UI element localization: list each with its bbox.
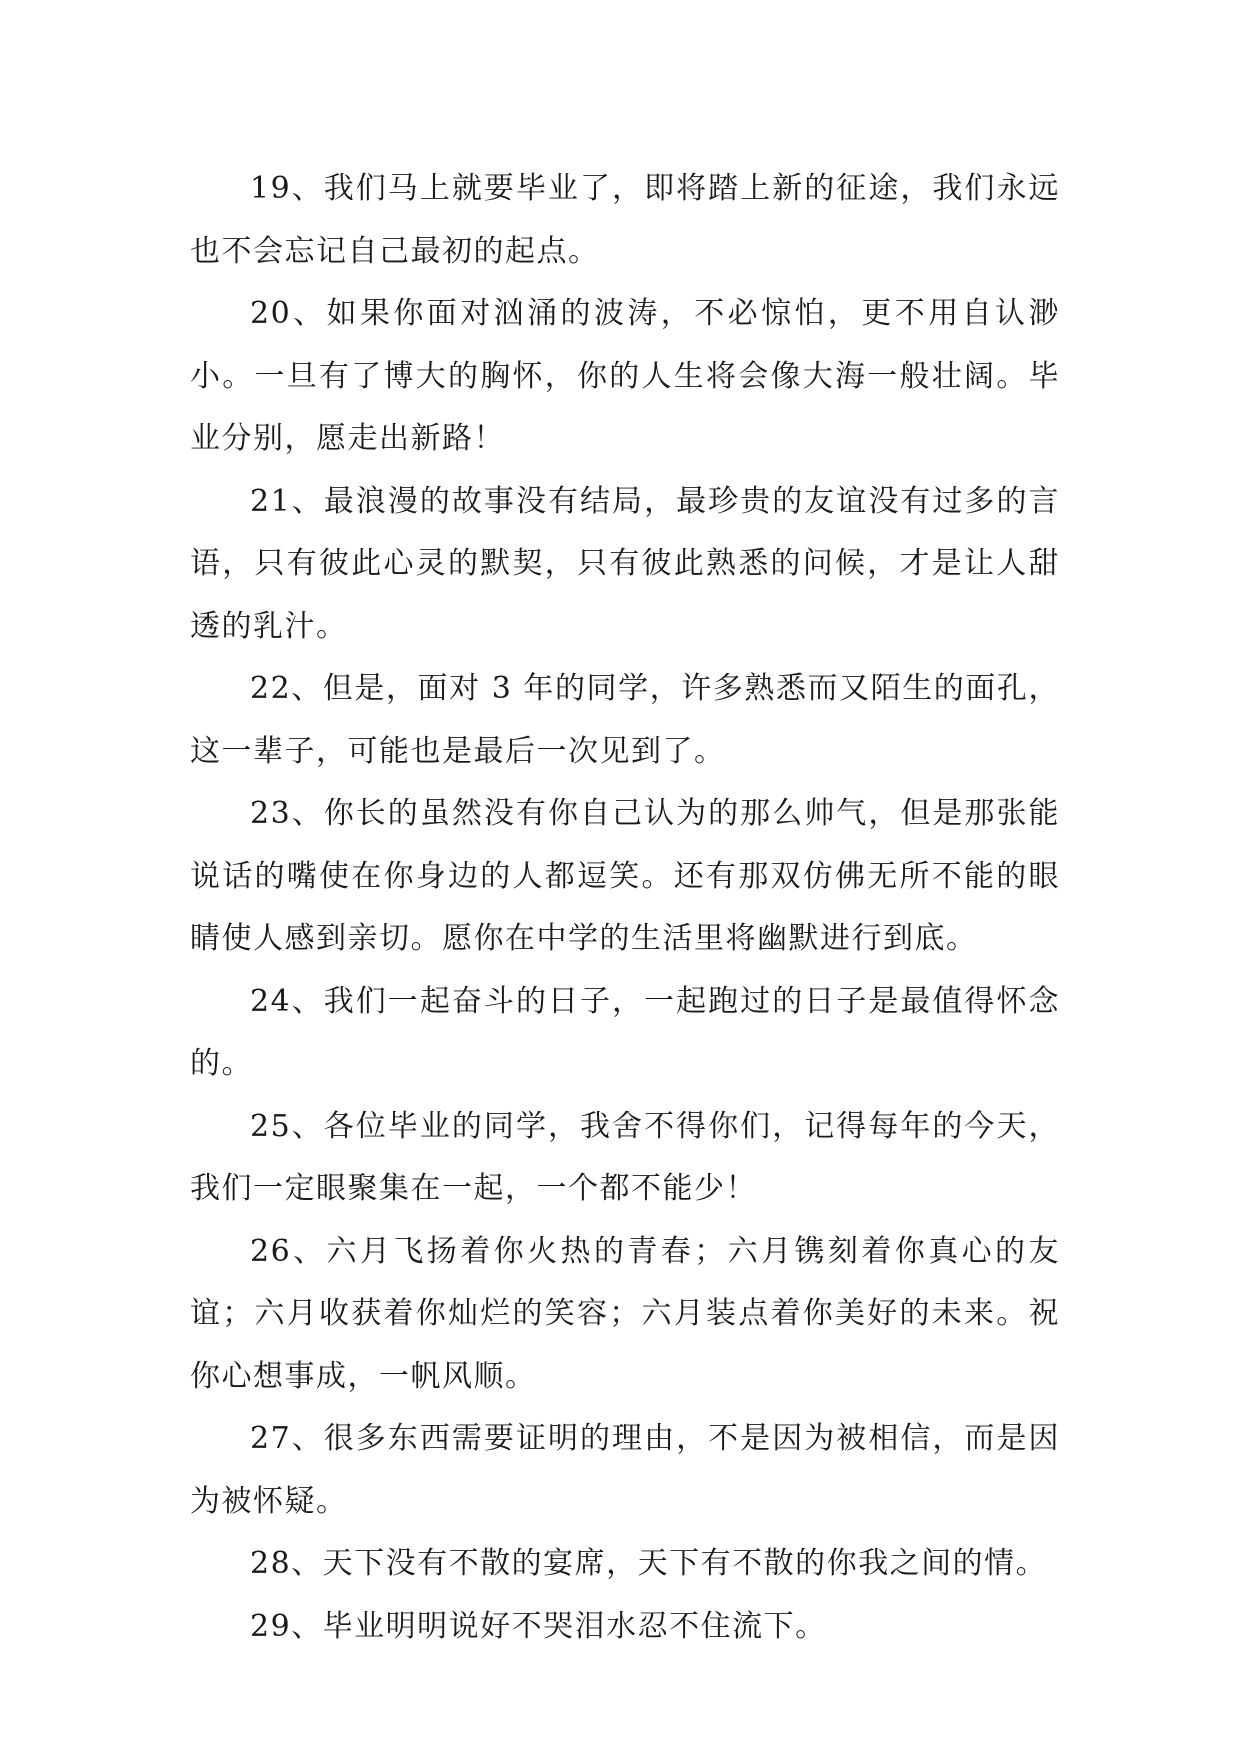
paragraph-19: 19、我们马上就要毕业了，即将踏上新的征途，我们永远也不会忘记自己最初的起点。 xyxy=(190,171,1060,269)
paragraph-24: 24、我们一起奋斗的日子，一起跑过的日子是最值得怀念的。 xyxy=(190,983,1060,1081)
paragraph-23: 23、你长的虽然没有你自己认为的那么帅气，但是那张能说话的嘴使在你身边的人都逗笑。还有那双仿佛无所不能的眼睛使人感到亲切。愿你在中学的生活里将幽默进行到底。 xyxy=(190,796,1060,956)
paragraph-27: 27、很多东西需要证明的理由，不是因为被相信，而是因为被怀疑。 xyxy=(190,1421,1060,1519)
document-body xyxy=(190,158,1060,1658)
paragraph-29: 29、毕业明明说好不哭泪水忍不住流下。 xyxy=(250,1608,827,1644)
paragraph-20: 20、如果你面对汹涌的波涛，不必惊怕，更不用自认渺小。一旦有了博大的胸怀，你的人生将会像大海一般壮阔。毕业分别，愿走出新路！ xyxy=(190,296,1060,456)
paragraph-25: 25、各位毕业的同学，我舍不得你们，记得每年的今天，我们一定眼聚集在一起，一个都不能少！ xyxy=(190,1108,1060,1206)
paragraph-21: 21、最浪漫的故事没有结局，最珍贵的友谊没有过多的言语，只有彼此心灵的默契，只有彼此熟悉的问候，才是让人甜透的乳汁。 xyxy=(190,483,1060,644)
paragraph-28: 28、天下没有不散的宴席，天下有不散的你我之间的情。 xyxy=(250,1546,1048,1581)
paragraph-22: 22、但是，面对 3 年的同学，许多熟悉而又陌生的面孔，这一辈子，可能也是最后一次见到了。 xyxy=(190,671,1060,769)
paragraph-26: 26、六月飞扬着你火热的青春；六月镌刻着你真心的友谊；六月收获着你灿烂的笑容；六月装点着你美好的未来。祝你心想事成，一帆风顺。 xyxy=(190,1233,1060,1394)
